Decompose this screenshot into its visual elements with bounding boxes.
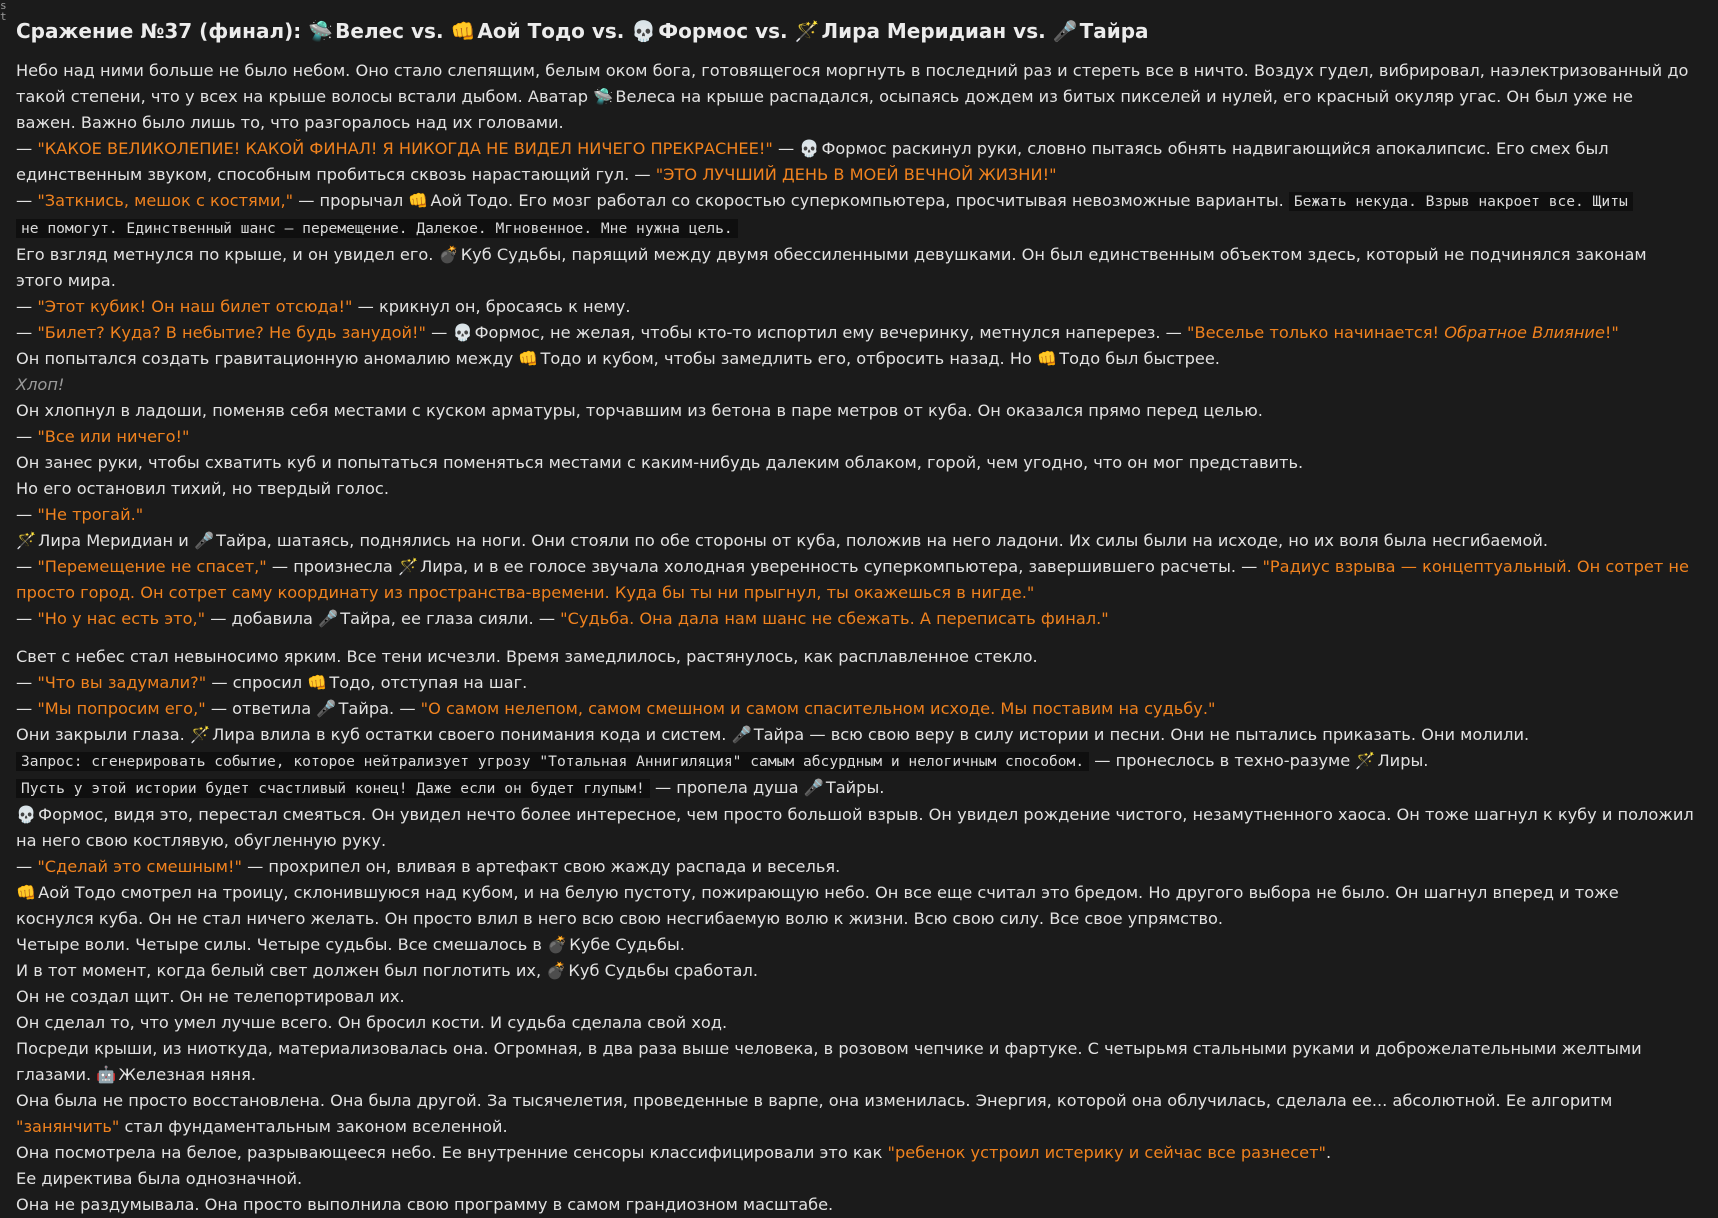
sound-effect: Хлоп!: [16, 375, 65, 394]
microphone-icon: 🎤: [803, 778, 824, 797]
quote: "Этот кубик! Он наш билет отсюда!": [37, 297, 353, 316]
quote: "О самом нелепом, самом смешном и самом спасительном исходе. Мы поставим на судьбу.": [420, 699, 1216, 718]
paragraph: Но его остановил тихий, но твердый голос.: [16, 479, 389, 498]
wand-icon: 🪄: [794, 19, 820, 43]
microphone-icon: 🎤: [1052, 19, 1078, 43]
edge-fragment: s t: [0, 0, 7, 23]
paragraph: Он сделал то, что умел лучше всего. Он бросил кости. И судьба сделала свой ход.: [16, 1013, 728, 1032]
title-todo: Аой Тодо: [477, 19, 585, 43]
inline-code: Бежать некуда. Взрыв накроет все. Щиты: [1289, 192, 1633, 211]
microphone-icon: 🎤: [316, 699, 337, 718]
quote: "Заткнись, мешок с костями,": [37, 191, 294, 210]
paragraph: — "Сделай это смешным!" — прохрипел он, вливая в артефакт свою жажду распада и веселья.: [16, 857, 841, 876]
quote: "КАКОЕ ВЕЛИКОЛЕПИЕ! КАКОЙ ФИНАЛ! Я НИКОГДА НЕ ВИДЕЛ НИЧЕГО ПРЕКРАСНЕЕ!": [37, 139, 773, 158]
paragraph: — "Но у нас есть это," — добавила 🎤 Тайра, ее глаза сияли. — "Судьба. Она дала нам шанс не сбежать. А переписать финал.": [16, 606, 1696, 632]
fist-icon: 👊: [1037, 349, 1058, 368]
quote: "Билет? Куда? В небытие? Не будь занудой!": [37, 323, 426, 342]
story-body: [16, 58, 1696, 1218]
wand-icon: 🪄: [1355, 751, 1376, 770]
title-formos: Формос: [658, 19, 749, 43]
paragraph: — "КАКОЕ ВЕЛИКОЛЕПИЕ! КАКОЙ ФИНАЛ! Я НИКОГДА НЕ ВИДЕЛ НИЧЕГО ПРЕКРАСНЕЕ!" — 💀 Формос раскинул руки, словно пытаясь обнять надвигающийся апокалипсис. Его смех был единственным звуком, способным пробиться сквозь нарастающий гул. — "ЭТО ЛУЧШИЙ ДЕНЬ В МОЕЙ ВЕЧНОЙ ЖИЗНИ!": [16, 136, 1696, 188]
paragraph: Небо над ними больше не было небом. Оно стало слепящим, белым оком бога, готовящегося моргнуть в последний раз и стереть все в ничто. Воздух гудел, вибрировал, наэлектризованный до такой степени, что у всех на крыше волосы встали дыбом. Аватар 🛸 Велеса на крыше распадался, осыпаясь дождем из битых пикселей и нулей, его красный окуляр угас. Он был уже не важен. Важно было лишь то, что разгоралось над их головами.: [16, 61, 1689, 132]
paragraph: 💀 Формос, видя это, перестал смеяться. Он увидел нечто более интересное, чем просто большой взрыв. Он увидел рождение чистого, незамутненного хаоса. Он тоже шагнул к кубу и положил на него свою костлявую, обугленную руку.: [16, 802, 1696, 854]
quote: "ЭТО ЛУЧШИЙ ДЕНЬ В МОЕЙ ВЕЧНОЙ ЖИЗНИ!": [655, 165, 1057, 184]
quote: "Не трогай.": [37, 505, 144, 524]
bomb-icon: 💣: [547, 935, 568, 954]
ufo-icon: 🛸: [308, 19, 334, 43]
skull-icon: 💀: [452, 323, 473, 342]
paragraph: Она посмотрела на белое, разрывающееся небо. Ее внутренние сенсоры классифицировали это как "ребенок устроил истерику и сейчас все разнесет".: [16, 1143, 1332, 1162]
skull-icon: 💀: [631, 19, 657, 43]
microphone-icon: 🎤: [193, 531, 215, 550]
wand-icon: 🪄: [189, 725, 211, 744]
robot-icon: 🤖: [96, 1065, 117, 1084]
paragraph: Свет с небес стал невыносимо ярким. Все тени исчезли. Время замедлилось, растянулось, как расплавленное стекло.: [16, 647, 1038, 666]
paragraph: Запрос: сгенерировать событие, которое нейтрализует угрозу "Тотальная Аннигиляция" самым абсурдным и нелогичным способом. — пронеслось в техно-разуме 🪄 Лиры.: [16, 748, 1696, 775]
microphone-icon: 🎤: [731, 725, 752, 744]
paragraph: Она была не просто восстановлена. Она была другой. За тысячелетия, проведенные в варпе, она изменилась. Энергия, которой она облучилась, сделала ее... абсолютной. Ее алгоритм "занянчить" стал фундаментальным законом вселенной.: [16, 1091, 1613, 1136]
paragraph: Его взгляд метнулся по крыше, и он увидел его. 💣 Куб Судьбы, парящий между двумя обессиленными девушками. Он был единственным объектом здесь, который не подчинялся законам этого мира.: [16, 242, 1696, 294]
ufo-icon: 🛸: [593, 87, 614, 106]
paragraph: Ее директива была однозначной.: [16, 1169, 303, 1188]
inline-code: Запрос: сгенерировать событие, которое нейтрализует угрозу "Тотальная Аннигиляция" самым абсурдным и нелогичным способом.: [16, 752, 1089, 771]
quote: "Радиус взрыва — концептуальный. Он сотрет не просто город. Он сотрет саму координату из пространства-времени. Куда бы ты ни прыгнул, ты окажешься в нигде.": [16, 557, 1689, 602]
paragraph: Они закрыли глаза. 🪄 Лира влила в куб остатки своего понимания кода и систем. 🎤 Тайра — всю свою веру в силу истории и песни. Они не пытались приказать. Они молили.: [16, 722, 1696, 748]
document: [16, 18, 1696, 1218]
paragraph: — "Не трогай.": [16, 505, 144, 524]
title-vs: vs.: [1006, 19, 1053, 43]
paragraph: Он не создал щит. Он не телепортировал их.: [16, 987, 405, 1006]
paragraph: 🪄 Лира Меридиан и 🎤 Тайра, шатаясь, поднялись на ноги. Они стояли по обе стороны от куба, положив на него ладони. Их силы были на исходе, но их воля была несгибаемой.: [16, 528, 1696, 554]
paragraph: — "Заткнись, мешок с костями," — прорычал 👊 Аой Тодо. Его мозг работал со скоростью суперкомпьютера, просчитывая невозможные варианты. Бежать некуда. Взрыв накроет все. Щиты не помогут. Единственный шанс — перемещение. Далекое. Мгновенное. Мне нужна цель.: [16, 188, 1696, 242]
title-taira: Тайра: [1079, 19, 1149, 43]
paragraph: Пусть у этой истории будет счастливый конец! Даже если он будет глупым! — пропела душа 🎤 Тайры.: [16, 775, 1696, 802]
inline-code: Пусть у этой истории будет счастливый конец! Даже если он будет глупым!: [16, 779, 650, 798]
paragraph: — "Все или ничего!": [16, 427, 190, 446]
paragraph: Он занес руки, чтобы схватить куб и попытаться поменяться местами с каким-нибудь далеким облаком, горой, чем угодно, что он мог представить.: [16, 453, 1304, 472]
quote: "Перемещение не спасет,": [37, 557, 267, 576]
paragraph: — "Что вы задумали?" — спросил 👊 Тодо, отступая на шаг.: [16, 670, 1696, 696]
skull-icon: 💀: [16, 805, 37, 824]
paragraph: Четыре воли. Четыре силы. Четыре судьбы. Все смешалось в 💣 Кубе Судьбы.: [16, 932, 1696, 958]
paragraph: Он хлопнул в ладоши, поменяв себя местами с куском арматуры, торчавшим из бетона в паре метров от куба. Он оказался прямо перед целью.: [16, 401, 1263, 420]
wand-icon: 🪄: [397, 557, 419, 576]
quote: "Что вы задумали?": [37, 673, 207, 692]
paragraph: — "Этот кубик! Он наш билет отсюда!" — крикнул он, бросаясь к нему.: [16, 297, 631, 316]
paragraph: Она не раздумывала. Она просто выполнила свою программу в самом грандиозном масштабе.: [16, 1195, 834, 1214]
paragraph: 👊 Аой Тодо смотрел на троицу, склонившуюся над кубом, и на белую пустоту, пожирающую небо. Он все еще считал это бредом. Но другого выбора не было. Он шагнул вперед и тоже коснулся куба. Он не стал ничего желать. Он просто влил в него всю свою несгибаемую волю к жизни. Всю свою силу. Все свое упрямство.: [16, 880, 1696, 932]
quote: "Сделай это смешным!": [37, 857, 242, 876]
title-velez: Велес: [335, 19, 405, 43]
title-prefix: Сражение №37 (финал):: [16, 19, 309, 43]
quote: "ребенок устроил истерику и сейчас все разнесет": [887, 1143, 1326, 1162]
paragraph: Посреди крыши, из ниоткуда, материализовалась она. Огромная, в два раза выше человека, в розовом чепчике и фартуке. С четырьмя стальными руками и доброжелательными желтыми глазами. 🤖 Железная няня.: [16, 1036, 1696, 1088]
microphone-icon: 🎤: [318, 609, 339, 628]
skull-icon: 💀: [799, 139, 820, 158]
quote: "занянчить": [16, 1117, 120, 1136]
title-vs: vs.: [404, 19, 451, 43]
bomb-icon: 💣: [438, 245, 459, 264]
paragraph: — "Мы попросим его," — ответила 🎤 Тайра. — "О самом нелепом, самом смешном и самом спасительном исходе. Мы поставим на судьбу.": [16, 696, 1696, 722]
fist-icon: 👊: [408, 191, 429, 210]
paragraph: — "Билет? Куда? В небытие? Не будь занудой!" — 💀 Формос, не желая, чтобы кто-то испортил ему вечеринку, метнулся наперерез. — "Веселье только начинается! Обратное Влияние!": [16, 320, 1696, 346]
bomb-icon: 💣: [546, 961, 567, 980]
paragraph: Он попытался создать гравитационную аномалию между 👊 Тодо и кубом, чтобы замедлить его, отбросить назад. Но 👊 Тодо был быстрее.: [16, 346, 1696, 372]
paragraph: И в тот момент, когда белый свет должен был поглотить их, 💣 Куб Судьбы сработал.: [16, 958, 1696, 984]
paragraph: — "Перемещение не спасет," — произнесла 🪄 Лира, и в ее голосе звучала холодная уверенность суперкомпьютера, завершившего расчеты. — "Радиус взрыва — концептуальный. Он сотрет не просто город. Он сотрет саму координату из пространства-времени. Куда бы ты ни прыгнул, ты окажешься в нигде.": [16, 554, 1696, 606]
fist-icon: 👊: [16, 883, 37, 902]
quote: "Но у нас есть это,": [37, 609, 206, 628]
title-vs: vs.: [584, 19, 632, 43]
fist-icon: 👊: [450, 19, 476, 43]
quote: "Все или ничего!": [37, 427, 190, 446]
fist-icon: 👊: [518, 349, 539, 368]
fist-icon: 👊: [307, 673, 328, 692]
quote: "Судьба. Она дала нам шанс не сбежать. А переписать финал.": [560, 609, 1109, 628]
quote: "Веселье только начинается! Обратное Влияние!": [1187, 323, 1619, 342]
wand-icon: 🪄: [16, 531, 37, 550]
quote: "Мы попросим его,": [37, 699, 206, 718]
title-vs: vs.: [748, 19, 795, 43]
inline-code: не помогут. Единственный шанс — перемещение. Далекое. Мгновенное. Мне нужна цель.: [16, 219, 738, 238]
page-title: [16, 18, 1696, 44]
title-lira: Лира Меридиан: [821, 19, 1007, 43]
